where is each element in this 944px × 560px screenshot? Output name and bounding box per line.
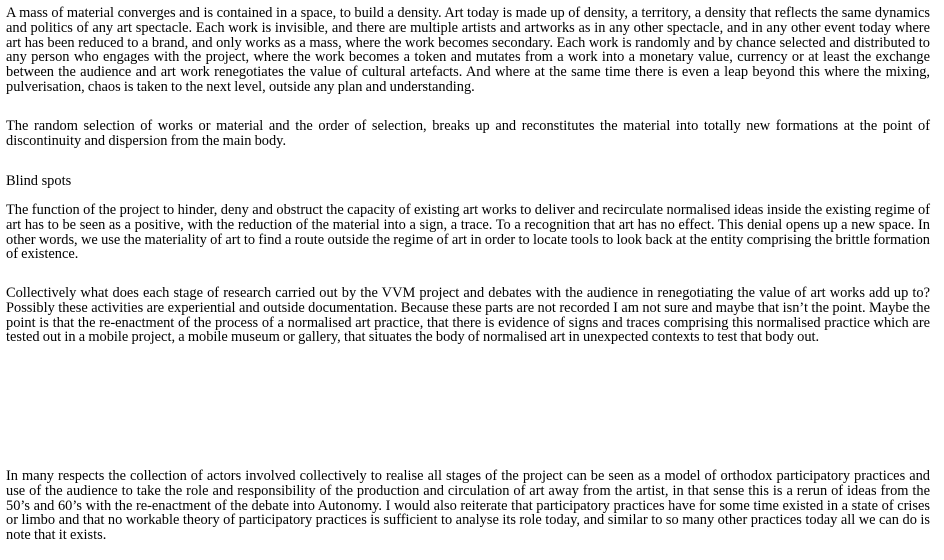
paragraph-function-of-project: The function of the project to hinder, deny and obstruct the capacity of existing art works to deliver and recirculate normalised ideas inside the existing regime of art has to be seen as a positive, with the reduction of the material into a sign, a trace. To a recognition that art has no effect. This denial opens up a new space. In other words, we use the materiality of art to find a route outside the regime of art in order to locate tools to look back at the entity comprising the brittle formation of existence. xyxy=(6,202,930,263)
paragraph-participatory-practices: In many respects the collection of actors involved collectively to realise all stages of the project can be seen as a model of orthodox participatory practices and use of the audience to take the role and responsibility of the production and circulation of art away from the artist, in that sense this is a rerun of ideas from the 50’s and 60’s with the re-enactment of the debate into Autonomy. I would also reiterate that participatory practices have for some time existed in a state of crises or limbo and that no workable theory of participatory practices is sufficient to analyse its role today, and similar to so many other practices today all we can do is note that it exists. xyxy=(6,468,930,544)
paragraph-random-selection: The random selection of works or material and the order of selection, breaks up and reconstitutes the material into totally new formations at the point of discontinuity and dispersion from the main body. xyxy=(6,118,930,149)
paragraph-density: A mass of material converges and is contained in a space, to build a density. Art today is made up of density, a territory, a density that reflects the same dynamics and politics of any art spectacle. Each work is invisible, and there are multiple artists and artworks as in any other spectacle, and in any other event today where art has been reduced to a brand, and only works as a mass, where the work becomes secondary. Each work is randomly and by chance selected and distributed to any person who engages with the project, where the work becomes a token and mutates from a work into a monetary value, currency or at least the exchange between the audience and art work renegotiates the value of cultural artefacts. And where at the same time there is even a leap beyond this where the mixing, pulverisation, chaos is taken to the next level, outside any plan and understanding. xyxy=(6,5,930,95)
paragraph-vvm-research: Collectively what does each stage of research carried out by the VVM project and debates with the audience in renegotiating the value of art works add up to? Possibly these activities are experiential and outside documentation. Because these parts are not recorded I am not sure and maybe that isn’t the point. Maybe the point is that the re-enactment of the process of a normalised art practice, that there is evidence of signs and traces comprising this normalised practice which are tested out in a mobile project, a mobile museum or gallery, that situates the body of normalised art in unexpected contexts to test that body out. xyxy=(6,285,930,346)
section-heading-blind-spots: Blind spots xyxy=(6,173,72,189)
